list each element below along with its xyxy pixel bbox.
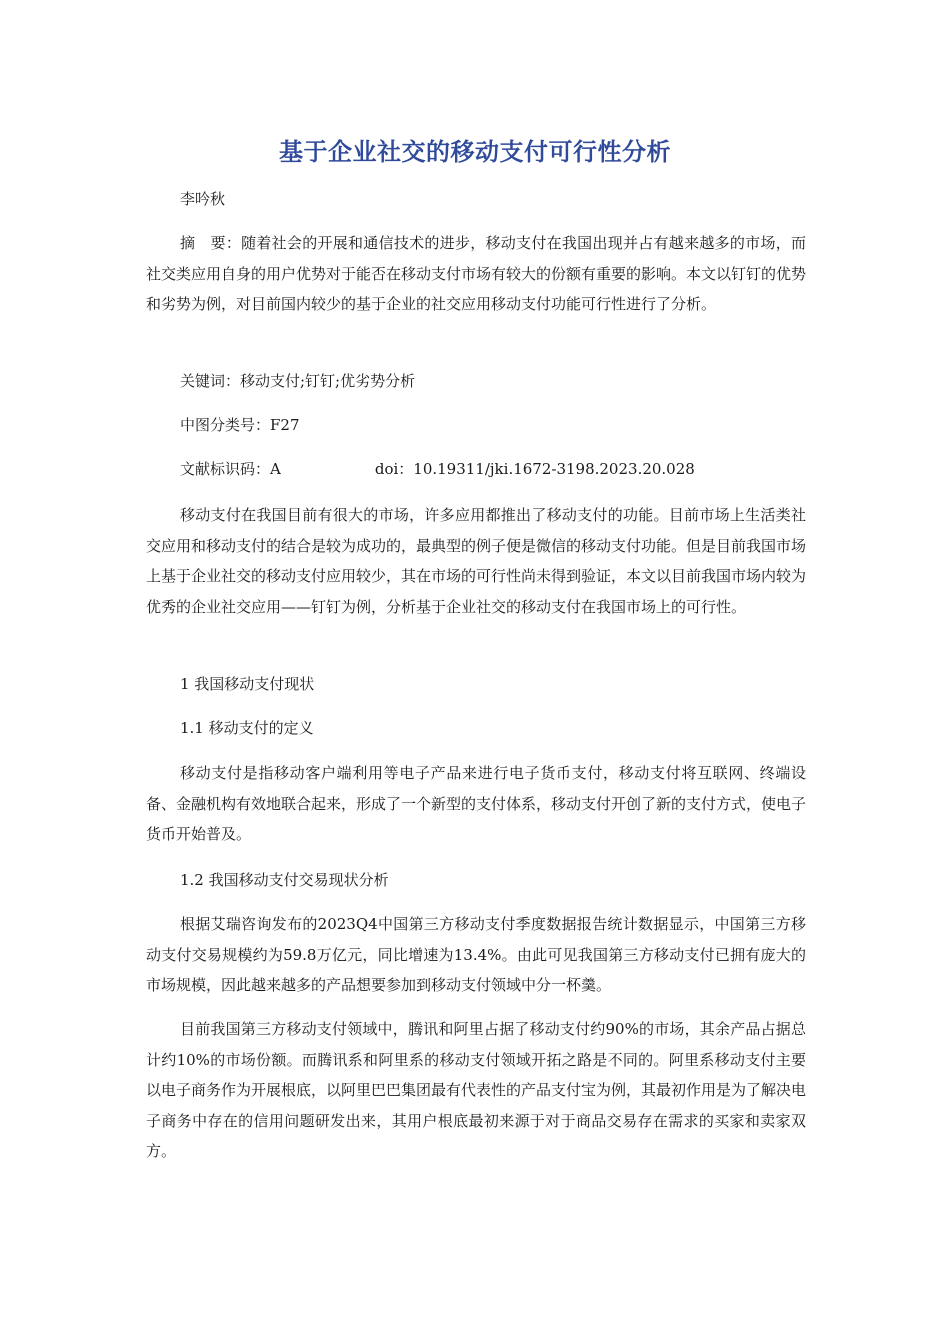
paragraph-market-scale: 根据艾瑞咨询发布的2023Q4中国第三方移动支付季度数据报告统计数据显示，中国第三方移动支付交易规模约为59.8万亿元，同比增速为13.4%。由此可见我国第三方移动支付已拥有庞大的市场规模，因此越来越多的产品想要参加到移动支付领域中分一杯羹。: [146, 915, 806, 994]
intro-paragraph: 移动支付在我国目前有很大的市场，许多应用都推出了移动支付的功能。目前市场上生活类社交应用和移动支付的结合是较为成功的，最典型的例子便是微信的移动支付功能。但是目前我国市场上基于企业社交的移动支付应用较少，其在市场的可行性尚未得到验证，本文以目前我国市场内较为优秀的企业社交应用——钉钉为例，分析基于企业社交的移动支付在我国市场上的可行性。: [146, 506, 807, 616]
section-heading-1-1: 1.1 移动支付的定义: [180, 719, 314, 737]
doi: doi：10.19311/jki.1672-3198.2023.20.028: [374, 460, 695, 478]
abstract: 摘 要：随着社会的开展和通信技术的进步，移动支付在我国出现并占有越来越多的市场，而社交类应用自身的用户优势对于能否在移动支付市场有较大的份额有重要的影响。本文以钉钉的优势和劣势为例，对目前国内较少的基于企业的社交应用移动支付功能可行性进行了分析。: [146, 234, 807, 313]
section-heading-1: 1 我国移动支付现状: [180, 675, 315, 693]
section-heading-1-2: 1.2 我国移动支付交易现状分析: [180, 871, 389, 889]
paragraph-market-share: 目前我国第三方移动支付领域中，腾讯和阿里占据了移动支付约90%的市场，其余产品占据总计约10%的市场份额。而腾讯系和阿里系的移动支付领域开拓之路是不同的。阿里系移动支付主要以电子商务作为开展根底，以阿里巴巴集团最有代表性的产品支付宝为例，其最初作用是为了解决电子商务中存在的信用问题研发出来，其用户根底最初来源于对于商品交易存在需求的买家和卖家双方。: [146, 1020, 807, 1160]
paper-title: 基于企业社交的移动支付可行性分析: [279, 138, 671, 166]
paragraph-definition: 移动支付是指移动客户端利用等电子产品来进行电子货币支付，移动支付将互联网、终端设备、金融机构有效地联合起来，形成了一个新型的支付体系，移动支付开创了新的支付方式，使电子货币开始普及。: [146, 764, 807, 843]
document-code-line: [180, 458, 695, 479]
keywords: 关键词：移动支付;钉钉;优劣势分析: [180, 372, 416, 390]
classification-number: 中图分类号：F27: [180, 416, 300, 434]
document-code: 文献标识码：A: [180, 460, 281, 478]
author: 李吟秋: [180, 190, 226, 208]
